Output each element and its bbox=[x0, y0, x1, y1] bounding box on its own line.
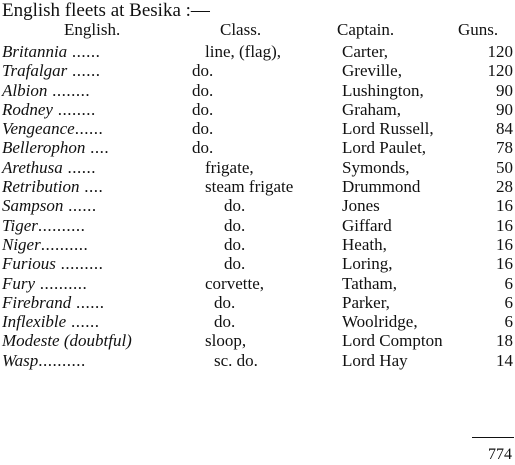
captain-name: Drummond bbox=[342, 177, 421, 197]
ship-name-text: Fury bbox=[2, 273, 36, 293]
captain-name: Lord Compton bbox=[342, 331, 443, 351]
table-row bbox=[0, 351, 515, 370]
table-row bbox=[0, 216, 515, 235]
ship-class: do. bbox=[224, 254, 246, 274]
ship-name bbox=[2, 81, 90, 101]
captain-name: Tatham, bbox=[342, 273, 397, 293]
captain-name: Lord Paulet, bbox=[342, 138, 427, 158]
guns-count: 90 bbox=[496, 80, 513, 100]
ship-name bbox=[2, 312, 99, 332]
captain-name: Graham, bbox=[342, 99, 402, 119]
ship-name bbox=[2, 351, 86, 371]
guns-count: 14 bbox=[496, 350, 513, 370]
guns-count: 84 bbox=[496, 119, 513, 139]
ship-name-text: Inflexible bbox=[2, 312, 67, 332]
guns-count: 16 bbox=[496, 215, 513, 235]
ship-name-text: Firebrand bbox=[2, 292, 72, 312]
ship-class: steam frigate bbox=[205, 177, 294, 197]
leader-dots: ...... bbox=[62, 157, 97, 177]
ship-name-text: Trafalgar bbox=[2, 61, 68, 81]
guns-count: 16 bbox=[496, 254, 513, 274]
ship-name bbox=[2, 274, 87, 294]
ship-name bbox=[2, 235, 88, 255]
table-row bbox=[0, 119, 515, 138]
guns-count: 120 bbox=[487, 61, 513, 81]
ship-class: do. bbox=[214, 292, 236, 312]
guns-count: 16 bbox=[496, 234, 513, 254]
captain-name: Carter, bbox=[342, 42, 389, 61]
captain-name: Woolridge, bbox=[342, 312, 418, 332]
ship-class: do. bbox=[192, 119, 214, 139]
ship-name bbox=[2, 42, 100, 62]
table-row bbox=[0, 235, 515, 254]
captain-name: Parker, bbox=[342, 292, 390, 312]
ship-name bbox=[2, 100, 96, 120]
ship-name-text: Albion bbox=[2, 80, 48, 100]
captain-name: Jones bbox=[342, 196, 380, 216]
table-row bbox=[0, 138, 515, 157]
leader-dots: ...... bbox=[67, 61, 101, 81]
leader-dots: ...... bbox=[63, 196, 97, 216]
ship-name bbox=[2, 254, 103, 274]
captain-name: Greville, bbox=[342, 61, 402, 81]
leader-dots: ........ bbox=[52, 99, 96, 119]
ship-name bbox=[2, 61, 100, 81]
ship-class: do. bbox=[214, 312, 236, 332]
table-row bbox=[0, 177, 515, 196]
ship-name-text: Sampson bbox=[2, 196, 64, 216]
guns-count: 28 bbox=[496, 177, 513, 197]
guns-count: 18 bbox=[496, 331, 513, 351]
ship-name-text: Modeste (doubtful) bbox=[2, 331, 132, 351]
table-heading: English fleets at Besika :— bbox=[2, 0, 210, 21]
leader-dots: ......... bbox=[55, 254, 104, 274]
guns-count: 78 bbox=[496, 138, 513, 158]
leader-dots: ...... bbox=[74, 119, 104, 139]
table-row bbox=[0, 331, 515, 350]
ship-class: do. bbox=[192, 138, 214, 158]
leader-dots: ........ bbox=[47, 80, 91, 100]
guns-count: 6 bbox=[504, 292, 513, 312]
ship-class: sloop, bbox=[205, 331, 247, 351]
leader-dots: ...... bbox=[67, 42, 101, 61]
ship-name bbox=[2, 293, 105, 313]
table-row bbox=[0, 254, 515, 273]
captain-name: Loring, bbox=[342, 254, 393, 274]
ship-name bbox=[2, 119, 103, 139]
ship-class: corvette, bbox=[205, 273, 264, 293]
ship-class: do. bbox=[224, 215, 246, 235]
ship-name-text: Furious bbox=[2, 254, 56, 274]
ship-class: do. bbox=[192, 61, 214, 81]
leader-dots: .......... bbox=[37, 215, 86, 235]
total-guns: 774 bbox=[488, 446, 512, 463]
table-row bbox=[0, 158, 515, 177]
captain-name: Lushington, bbox=[342, 80, 424, 100]
ship-name-text: Britannia bbox=[2, 42, 68, 61]
ship-name-text: Wasp bbox=[2, 350, 39, 370]
ship-class: frigate, bbox=[205, 157, 254, 177]
fleet-table bbox=[0, 42, 515, 370]
ship-class: line, (flag), bbox=[205, 42, 281, 61]
table-row bbox=[0, 196, 515, 215]
ship-class: do. bbox=[192, 80, 214, 100]
table-row bbox=[0, 42, 515, 61]
captain-name: Lord Hay bbox=[342, 350, 408, 370]
ship-name-text: Bellerophon bbox=[2, 138, 86, 158]
ship-class: do. bbox=[192, 99, 214, 119]
column-header-captain: Captain. bbox=[337, 20, 395, 39]
column-header-class: Class. bbox=[220, 20, 262, 39]
ship-name bbox=[2, 177, 103, 197]
ship-name-text: Retribution bbox=[2, 177, 80, 197]
leader-dots: .... bbox=[79, 177, 104, 197]
leader-dots: ...... bbox=[71, 292, 105, 312]
ship-name bbox=[2, 331, 132, 351]
ship-class: do. bbox=[224, 234, 246, 254]
ship-name-text: Tiger bbox=[2, 215, 38, 235]
captain-name: Heath, bbox=[342, 234, 387, 254]
leader-dots: .......... bbox=[35, 273, 88, 293]
guns-count: 6 bbox=[504, 273, 513, 293]
captain-name: Lord Russell, bbox=[342, 119, 434, 139]
guns-count: 16 bbox=[496, 196, 513, 216]
ship-name-text: Niger bbox=[2, 234, 41, 254]
leader-dots: .......... bbox=[38, 350, 86, 370]
leader-dots: .... bbox=[85, 138, 110, 158]
table-row bbox=[0, 274, 515, 293]
leader-dots: ...... bbox=[66, 312, 100, 332]
ship-name bbox=[2, 196, 97, 216]
guns-count: 120 bbox=[487, 42, 513, 61]
ship-name bbox=[2, 138, 109, 158]
table-row bbox=[0, 61, 515, 80]
captain-name: Giffard bbox=[342, 215, 392, 235]
total-rule bbox=[472, 437, 514, 438]
table-row bbox=[0, 100, 515, 119]
ship-class: sc. do. bbox=[214, 350, 258, 370]
guns-count: 90 bbox=[496, 99, 513, 119]
ship-name-text: Vengeance bbox=[2, 119, 75, 139]
leader-dots: .......... bbox=[40, 234, 89, 254]
table-row bbox=[0, 293, 515, 312]
guns-count: 6 bbox=[504, 312, 513, 332]
column-header-guns: Guns. bbox=[458, 20, 499, 39]
ship-name bbox=[2, 216, 85, 236]
ship-name bbox=[2, 158, 96, 178]
column-header-english: English. bbox=[64, 20, 121, 39]
guns-count: 50 bbox=[496, 157, 513, 177]
table-row bbox=[0, 312, 515, 331]
captain-name: Symonds, bbox=[342, 157, 410, 177]
ship-name-text: Arethusa bbox=[2, 157, 63, 177]
ship-name-text: Rodney bbox=[2, 99, 53, 119]
table-row bbox=[0, 81, 515, 100]
ship-class: do. bbox=[224, 196, 246, 216]
